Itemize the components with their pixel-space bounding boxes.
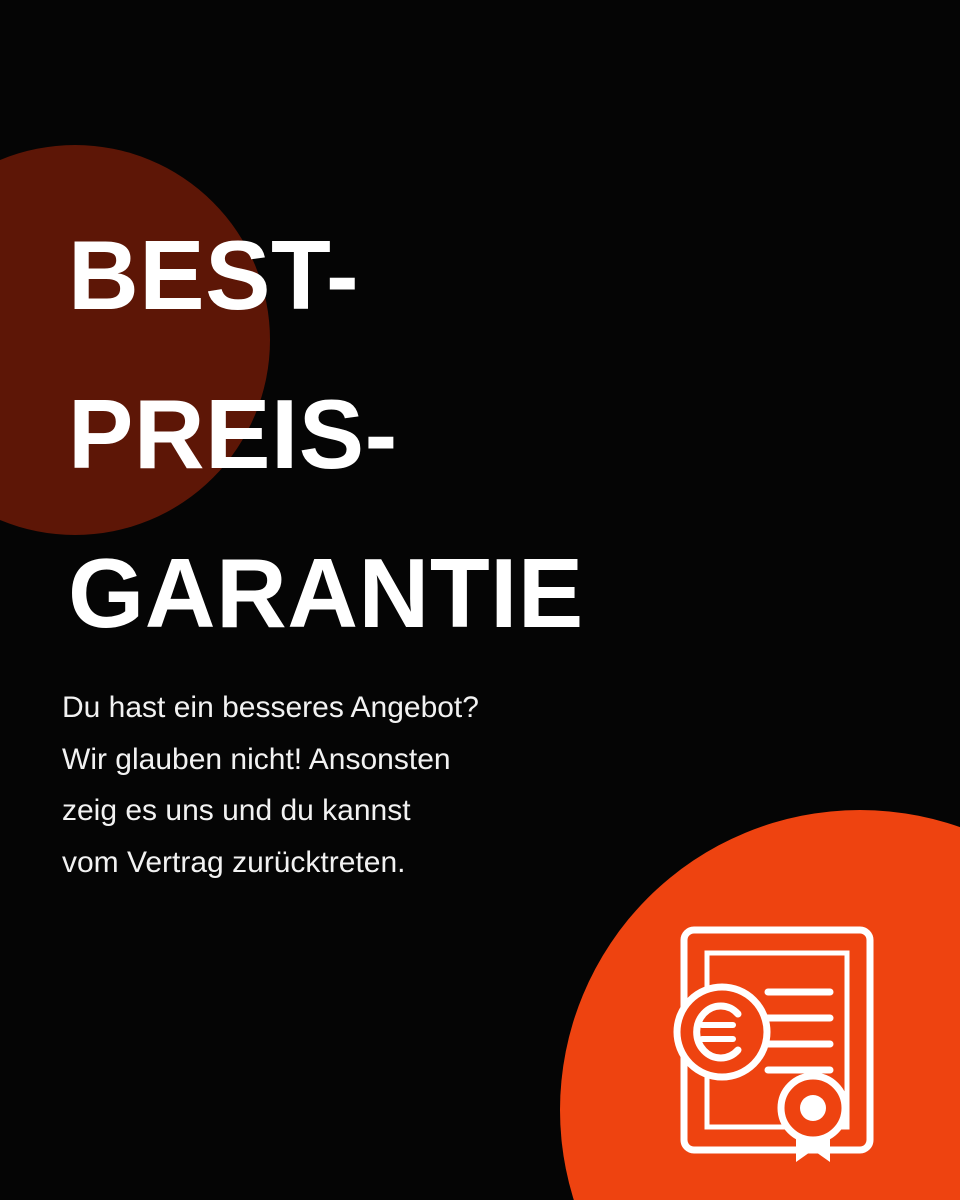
headline-line-1: BEST- [68,220,360,330]
headline [68,196,888,672]
headline-line-3: GARANTIE [68,537,584,648]
headline-line-2: PREIS- [68,378,398,489]
body-line-2: Wir glauben nicht! Ansonsten [62,742,451,776]
certificate-icon [650,920,900,1170]
body-line-4: vom Vertrag zurücktreten. [62,845,406,879]
body-line-1: Du hast ein besseres Angebot? [62,691,479,724]
body-line-3: zeig es uns und du kannst [62,794,411,828]
body-copy [62,682,622,888]
euro-coin-icon [677,987,767,1077]
